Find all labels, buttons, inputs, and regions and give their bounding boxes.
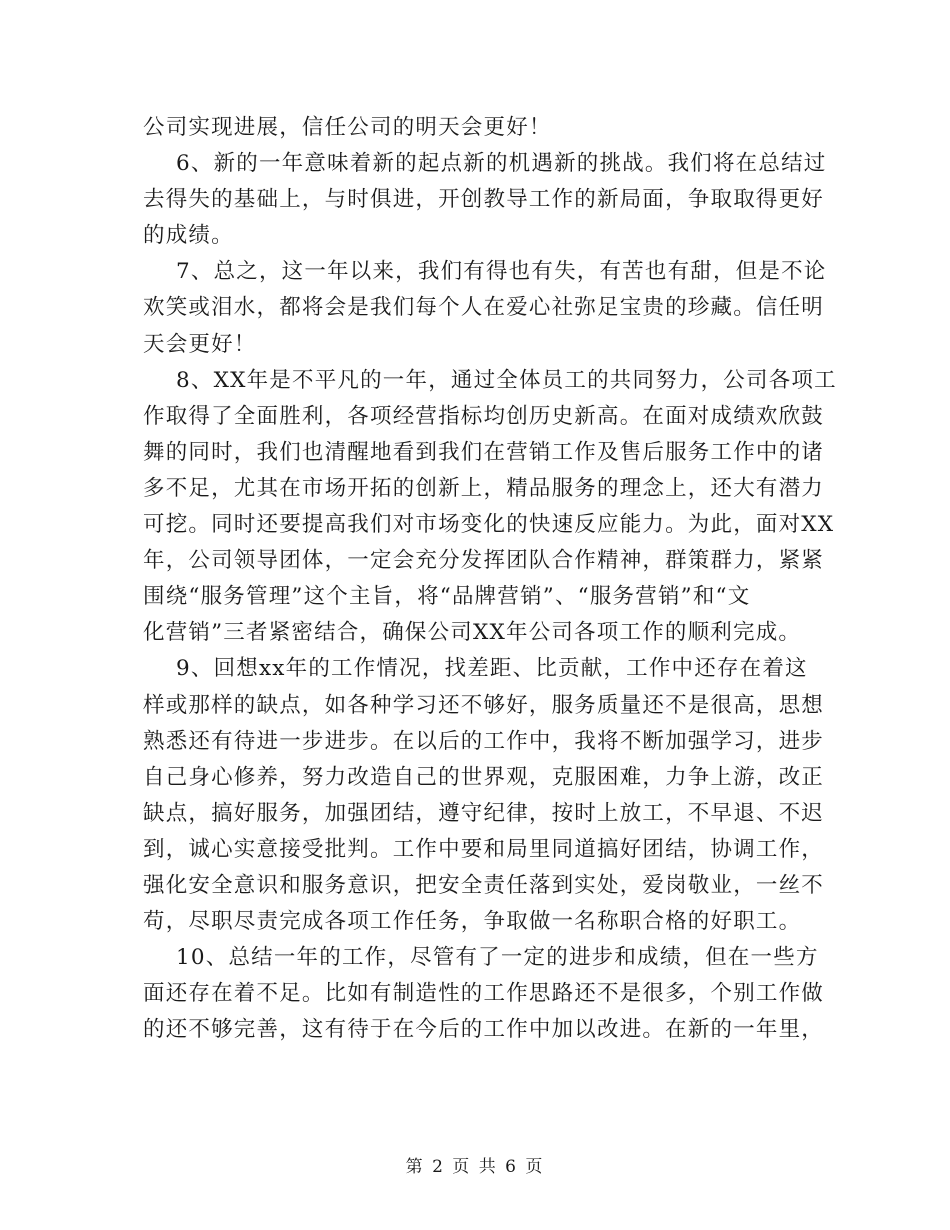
text-line: 到，诚心实意接受批判。工作中要和局里同道搞好团结，协调工作， — [143, 836, 825, 862]
paragraph — [143, 363, 837, 652]
text-line: 熟悉还有待进一步进步。在以后的工作中，我将不断加强学习，进步 — [143, 728, 825, 754]
text-line: 欢笑或泪水，都将会是我们每个人在爱心社弥足宝贵的珍藏。信任明 — [143, 295, 825, 321]
text-line: 化营销”三者紧密结合，确保公司XX年公司各项工作的顺利完成。 — [143, 620, 802, 646]
text-line: 年，公司领导团体，一定会充分发挥团队合作精神，群策群力，紧紧 — [143, 548, 825, 574]
text-line: 10、总结一年的工作，尽管有了一定的进步和成绩，但在一些方 — [176, 945, 819, 971]
text-line: 7、总之，这一年以来，我们有得也有失，有苦也有甜，但是不论 — [176, 259, 827, 285]
text-line: 自己身心修养，努力改造自己的世界观，克服困难，力争上游，改正 — [143, 764, 825, 790]
paragraph — [143, 146, 827, 254]
paragraph — [143, 110, 815, 146]
text-line: 的还不够完善，这有待于在今后的工作中加以改进。在新的一年里， — [143, 1017, 825, 1043]
text-line: 可挖。同时还要提高我们对市场变化的快速反应能力。为此，面对XX — [143, 512, 835, 538]
text-line: 强化安全意识和服务意识，把安全责任落到实处，爱岗敬业，一丝不 — [143, 872, 825, 898]
text-line: 6、新的一年意味着新的起点新的机遇新的挑战。我们将在总结过 — [176, 151, 827, 177]
text-line: 缺点，搞好服务，加强团结，遵守纪律，按时上放工，不早退、不迟 — [143, 800, 825, 826]
text-line: 围绕“服务管理”这个主旨，将“品牌营销”、“服务营销”和“文 — [143, 584, 751, 610]
page-footer: 第 2 页 共 6 页 — [405, 1157, 545, 1177]
text-line: 样或那样的缺点，如各种学习还不够好，服务质量还不是很高，思想 — [143, 692, 825, 718]
text-line: 面还存在着不足。比如有制造性的工作思路还不是很多，个别工作做 — [143, 981, 825, 1007]
text-line: 苟，尽职尽责完成各项工作任务，争取做一名称职合格的好职工。 — [143, 909, 802, 935]
text-line: 的成绩。 — [143, 223, 234, 249]
document-body — [143, 110, 837, 1048]
text-line: 8、XX年是不平凡的一年，通过全体员工的共同努力，公司各项工 — [176, 367, 837, 393]
text-line: 天会更好！ — [143, 331, 257, 357]
document-page — [143, 110, 837, 1048]
paragraph — [143, 254, 827, 362]
paragraph — [143, 940, 825, 1048]
text-line: 多不足，尤其在市场开拓的创新上，精品服务的理念上，还大有潜力 — [143, 475, 825, 501]
text-line: 公司实现进展，信任公司的明天会更好！ — [143, 115, 552, 140]
text-line: 作取得了全面胜利，各项经营指标均创历史新高。在面对成绩欢欣鼓 — [143, 403, 825, 429]
paragraph — [143, 651, 825, 940]
text-line: 去得失的基础上，与时俱进，开创教导工作的新局面，争取取得更好 — [143, 187, 825, 213]
text-line: 舞的同时，我们也清醒地看到我们在营销工作及售后服务工作中的诸 — [143, 439, 825, 465]
text-line: 9、回想xx年的工作情况，找差距、比贡献，工作中还存在着这 — [176, 656, 808, 682]
